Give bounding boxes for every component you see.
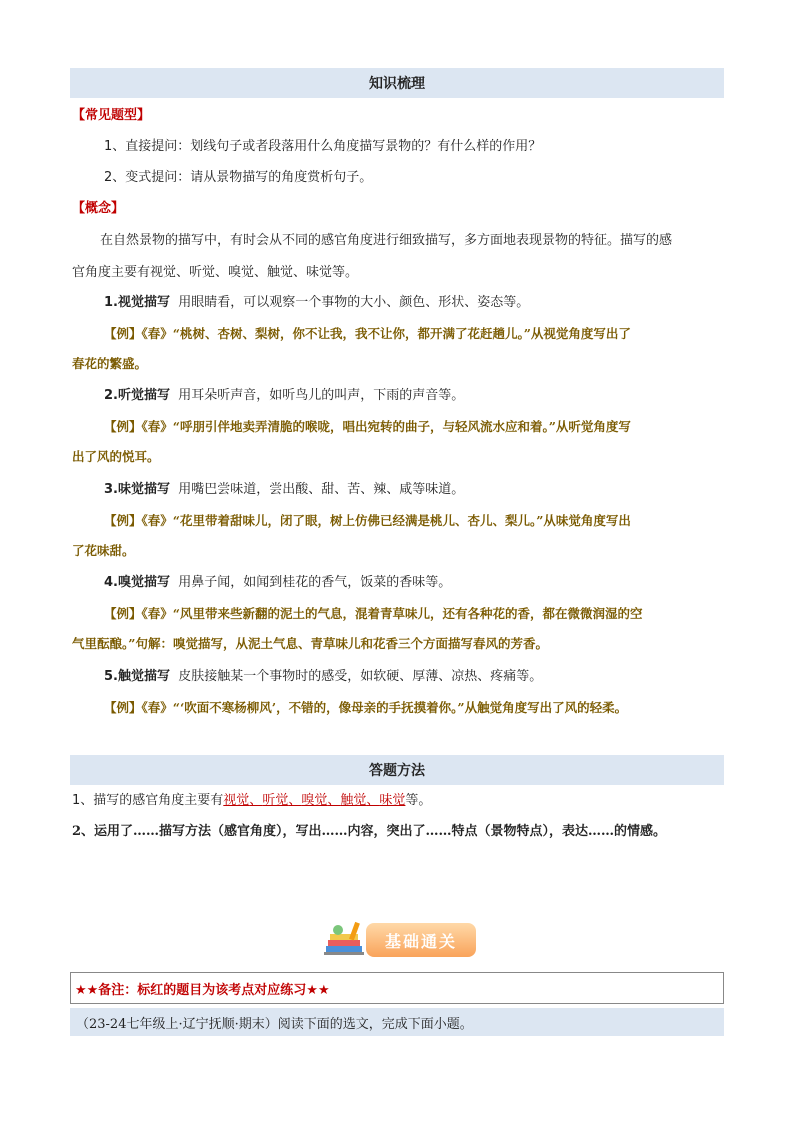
note-text: ★★备注：标红的题目为该考点对应练习★★: [75, 982, 330, 998]
sense-item-desc: 用鼻子闻，如闻到桂花的香气，饭菜的香味等。: [178, 575, 452, 590]
books-pencil-icon: [322, 920, 370, 960]
example-line: 出了风的悦耳。: [72, 449, 160, 464]
sense-item-desc: 用嘴巴尝味道，尝出酸、甜、苦、辣、咸等味道。: [178, 482, 465, 497]
sense-item-touch: [104, 667, 542, 687]
concept-paragraph-line-1: 在自然景物的描写中，有时会从不同的感官角度进行细致描写，多方面地表现景物的特征。描写的感: [100, 233, 673, 248]
example-line: 【例】《春》“‘吹面不寒杨柳风’，不错的，像母亲的手抚摸着你。”从触觉角度写出了风的轻柔。: [104, 700, 628, 715]
section-title-knowledge: [70, 68, 724, 98]
section-title-text: 知识梳理: [369, 76, 425, 92]
sense-separator: 、: [249, 793, 263, 808]
sense-separator: 、: [288, 793, 302, 808]
sense-term: 触觉: [340, 793, 367, 808]
method-line-1: [72, 791, 431, 811]
example-line: 【例】《春》“桃树、杏树、梨树，你不让我，我不让你，都开满了花赶趟儿。”从视觉角度写出了: [104, 326, 631, 341]
badge-label: 基础通关: [366, 923, 476, 957]
sense-item-desc: 皮肤接触某一个事物时的感受，如软硬、厚薄、凉热、疼痛等。: [178, 669, 543, 684]
note-box: [70, 972, 724, 1004]
sense-term: 听觉: [262, 793, 289, 808]
sense-item-head: 2.听觉描写: [104, 388, 170, 403]
sense-item-visual: [104, 293, 529, 313]
concept-label: 【概念】: [72, 201, 125, 216]
example-line: 【例】《春》“呼朋引伴地卖弄清脆的喉咙，唱出宛转的曲子，与轻风流水应和着。”从听觉角度写: [104, 419, 631, 434]
example-line: 【例】《春》“风里带来些新翻的泥土的气息，混着青草味儿，还有各种花的香，都在微微润湿的空: [104, 606, 643, 621]
concept-paragraph-line-2: 官角度主要有视觉、听觉、嗅觉、触觉、味觉等。: [72, 265, 359, 280]
example-line: 了花味甜。: [72, 543, 135, 558]
question-type-2: 2、变式提问：请从景物描写的角度赏析句子。: [104, 170, 373, 185]
sense-item-auditory: [104, 386, 464, 406]
sense-item-taste: [104, 480, 464, 500]
section-title-methods: [70, 755, 724, 785]
example-line: 气里酝酿。”句解：嗅觉描写，从泥土气息、青草味儿和花香三个方面描写春风的芳香。: [72, 636, 548, 651]
sense-term: 嗅觉: [301, 793, 328, 808]
sense-term: 味觉: [379, 793, 406, 808]
method-suffix: 等。: [405, 793, 432, 808]
source-band: [70, 1008, 724, 1036]
sense-separator: 、: [327, 793, 341, 808]
sense-term: 视觉: [223, 793, 250, 808]
sense-item-head: 5.触觉描写: [104, 669, 170, 684]
method-line-2: 2、运用了……描写方法（感官角度），写出……内容，突出了……特点（景物特点），表达……的情感。: [72, 824, 667, 839]
sense-item-head: 3.味觉描写: [104, 482, 170, 497]
question-type-1: 1、直接提问：划线句子或者段落用什么角度描写景物的？有什么样的作用？: [104, 139, 542, 154]
source-text: （23-24七年级上·辽宁抚顺·期末）阅读下面的选文，完成下面小题。: [76, 1016, 473, 1032]
sense-item-head: 1.视觉描写: [104, 295, 170, 310]
sense-separator: 、: [366, 793, 380, 808]
sense-item-desc: 用眼睛看，可以观察一个事物的大小、颜色、形状、姿态等。: [178, 295, 530, 310]
sense-item-smell: [104, 573, 451, 593]
example-line: 春花的繁盛。: [72, 356, 148, 371]
common-types-label: 【常见题型】: [72, 108, 151, 123]
example-line: 【例】《春》“花里带着甜味儿，闭了眼，树上仿佛已经满是桃儿、杏儿、梨儿。”从味觉角度写出: [104, 513, 631, 528]
section-title-text: 答题方法: [369, 763, 425, 779]
sense-item-desc: 用耳朵听声音，如听鸟儿的叫声，下雨的声音等。: [178, 388, 465, 403]
sense-item-head: 4.嗅觉描写: [104, 575, 170, 590]
basic-pass-badge: [322, 920, 478, 960]
method-prefix: 1、描写的感官角度主要有: [72, 793, 224, 808]
